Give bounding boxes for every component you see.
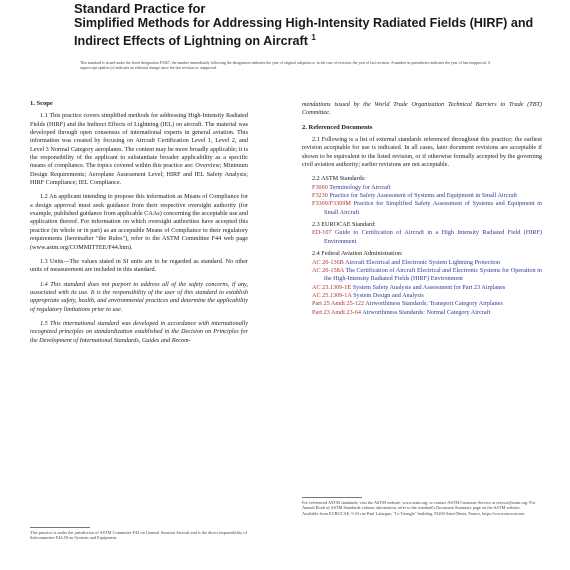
reference-link[interactable] [312,267,542,284]
reference-link[interactable] [312,200,542,217]
faa-documents-list [312,259,542,317]
scope-heading: 1. Scope [30,100,53,107]
designation-notice: This standard is issued under the fixed designation F3367; the number immediately following the designation indicates the year of original adoption or, in the case of revision, the year of last revision. A number in parentheses indicates the year of last reapproval. A superscript epsilon (ε) indicates an editorial change since the last revision or reapproval. [80,61,491,70]
left-column [30,100,248,351]
faa-documents-heading: 2.4 Federal Aviation Administration: [312,250,403,258]
reference-link[interactable] [312,300,542,308]
reference-link[interactable] [312,192,542,200]
reference-link[interactable] [312,229,542,246]
reference-code: Part 23 Amdt 23-64 [312,308,361,316]
scope-paragraph-1-5-continued: mendations issued by the World Trade Organization Technical Barriers to Trade (TBT) Committee. [302,101,542,117]
document-title [74,16,544,48]
scope-paragraph-1-3: 1.3 Units—The values stated in SI units are to be regarded as standard. No other units of measurement are included in this standard. [30,257,248,274]
scope-paragraph-1-1: 1.1 This practice covers simplified methods for addressing High-Intensity Radiated Fields (HIRF) and the Indirect Effects of Lightning (IEL) on aircraft. The material was developed through open consensus of international experts in general aviation. This information was created by focusing on Aircraft Certification Level 1, Level 2, and Level 3 Normal Category aeroplanes. The content may be more broadly applicable; it is the responsibility of the applicant to substantiate broader applicability as a specific means of compliance. The topics covered within this practice are: Overview; Minimum Design Requirements; Aeroplane Assessment Level; HIRF and IEL Safety Analysis; HIRF Compliance; IEL Compliance. [30,112,248,187]
reference-code: Part 25 Amdt 25-122 [312,300,365,308]
reference-code: AC 23.1309-1E [312,283,352,291]
reference-title: The Certification of Aircraft Electrical and Electronic Systems for Operation in the High-Intensity Radiated Fields (HIRF) Environment [324,266,542,283]
reference-code: AC 20-158A [312,266,344,274]
reference-code: F3230 [312,192,328,200]
reference-title: Practice for Safety Assessment of Systems and Equipment in Small Aircraft [327,192,518,200]
reference-code: F3309/F3309M [312,200,351,208]
document-title-text: Simplified Methods for Addressing High-Intensity Radiated Fields (HIRF) and Indirect Effects of Lightning on Aircraft [74,16,534,48]
footnote-2: For referenced ASTM standards, visit the ASTM website, www.astm.org, or contact ASTM Customer Service at service@astm.org. For Annual Book of ASTM Standards volume information, refer to the standard's Document Summary page on the ASTM website. [302,500,536,511]
astm-standards-group [312,175,542,217]
reference-title: System Design and Analysis [351,291,424,299]
title-block [74,2,544,48]
eurocae-standard-group [312,221,542,246]
reference-title: System Safety Analysis and Assessment for Part 23 Airplanes [351,283,506,291]
referenced-documents-heading: 2. Referenced Documents [302,123,373,131]
reference-code: F3060 [312,183,328,191]
reference-link[interactable] [312,184,542,192]
title-prefix: Standard Practice for [74,1,206,16]
astm-standards-heading: 2.2 ASTM Standards: [312,175,366,183]
reference-title: Guide to Certification of Aircraft in a High Intensity Radiated Field (HIRF) Environment [324,229,542,245]
astm-standards-list [312,184,542,217]
reference-link[interactable] [312,292,542,300]
faa-documents-group [312,250,542,317]
footnote-divider-right [302,497,362,498]
reference-code: AC 20-136B [312,258,344,266]
scope-paragraph-1-2: 1.2 An applicant intending to propose this information as Means of Compliance for a design approval must seek guidance from their respective oversight authority (for example, published guidance from applicable CAAs) concerning the acceptable use and application thereof. For information on which oversight authorities have accepted this practice (in whole or in part) as an acceptable Means of Compliance to their regulatory requirements (hereinafter "the Rules"), refer to the ASTM Committee F44 web page (www.astm.org/COMMITTEE/F44.htm). [30,193,248,251]
footnotes-right [302,500,542,516]
reference-code: ED-107 [312,229,332,237]
reference-link[interactable] [312,284,542,292]
footnote-3: Available from EUROCAE, 9-23 rue Paul Lafargue, "Le Triangle" building, 93200 Saint-Denis, France, https://www.eurocae.net. [302,510,525,516]
eurocae-standard-list [312,229,542,246]
referenced-paragraph-2-1: 2.1 Following is a list of external standards referenced throughout this practice; the earliest revision acceptable for use is indicated. In all cases, later document revisions are acceptable if shown to be equivalent to the listed revision, or if otherwise formally accepted by the governing civil aviation authority; earlier revisions are not acceptable. [302,136,542,169]
eurocae-standard-heading: 2.3 EUROCAE Standard: [312,221,376,229]
reference-code: AC 25.1309-1A [312,291,352,299]
reference-title: Airworthiness Standards: Transport Category Airplanes [364,300,503,308]
reference-link[interactable] [312,309,542,317]
title-footnote-marker: 1 [311,32,316,42]
reference-title: Practice for Simplified Safety Assessment of Systems and Equipment in Small Aircraft [324,200,542,216]
reference-title: Airworthiness Standards: Normal Category Aircraft [360,308,491,316]
reference-title: Terminology for Aircraft [327,183,391,191]
footnote-divider-left [30,527,90,528]
reference-title: Aircraft Electrical and Electronic System Lightning Protection [343,258,500,266]
scope-paragraph-1-4: 1.4 This standard does not purport to address all of the safety concerns, if any, associated with its use. It is the responsibility of the user of this standard to establish appropriate safety, health, and environmental practices and determine the applicability of regulatory limitations prior to use. [30,280,248,313]
reference-link[interactable] [312,259,542,267]
footnote-1: This practice is under the jurisdiction of ASTM Committee F44 on General Aviation Aircraft and is the direct responsibility of Subcommittee F44.50 on Systems and Equipment. [30,530,247,541]
scope-paragraph-1-5: 1.5 This international standard was developed in accordance with internationally recognized principles on standardization established in the Decision on Principles for the Development of International Standards, Guides and Recom- [30,319,248,344]
right-column [302,101,542,321]
